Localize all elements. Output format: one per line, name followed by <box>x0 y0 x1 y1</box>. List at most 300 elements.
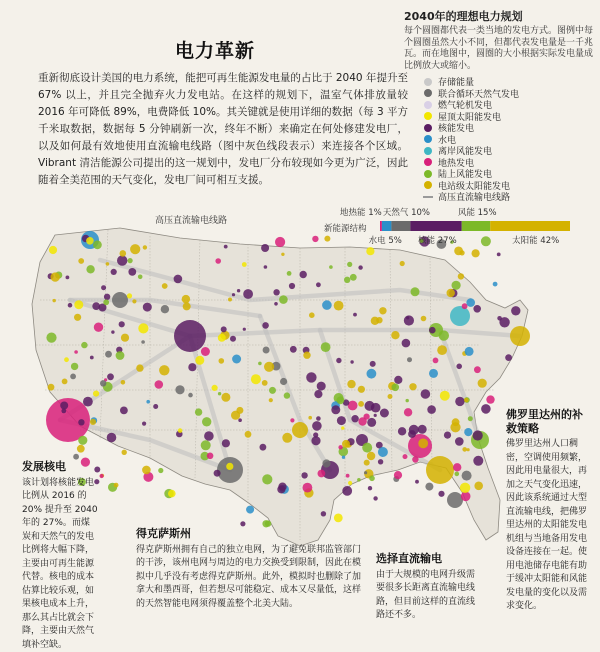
power-plant-marker <box>188 393 193 398</box>
sidebar-hvdc-body: 由于大规模的电网升级需要很多长距离直流输电线路，但目前这样的直流线路还不多。 <box>376 569 480 623</box>
power-plant-marker <box>290 346 297 353</box>
sidebar-texas-heading: 得克萨斯州 <box>136 527 362 541</box>
power-plant-marker <box>292 422 308 438</box>
power-plant-marker <box>143 245 147 249</box>
power-plant-marker <box>468 416 473 421</box>
power-plant-marker <box>83 397 93 407</box>
power-plant-marker <box>317 382 326 391</box>
power-plant-marker <box>48 384 55 391</box>
power-plant-marker <box>74 314 81 321</box>
power-plant-marker <box>379 307 386 314</box>
power-plant-marker <box>437 345 447 355</box>
power-plant-marker <box>264 265 268 269</box>
power-plant-marker <box>90 356 94 360</box>
power-plant-marker <box>51 272 60 281</box>
power-plant-marker <box>106 262 110 266</box>
power-plant-marker <box>364 414 370 420</box>
power-plant-marker <box>429 327 436 334</box>
power-plant-marker <box>188 363 196 371</box>
power-plant-marker <box>261 244 269 252</box>
power-plant-marker <box>136 364 143 371</box>
power-plant-marker <box>174 320 206 352</box>
legend-title: 2040年的理想电力规划 <box>404 8 596 24</box>
power-plant-marker <box>418 439 428 449</box>
power-plant-marker <box>367 452 375 460</box>
power-plant-marker <box>322 459 330 467</box>
power-plant-marker <box>78 258 84 264</box>
power-plant-marker <box>245 431 252 438</box>
power-plant-marker <box>269 398 273 402</box>
power-plant-marker <box>511 306 520 315</box>
power-plant-marker <box>138 275 143 280</box>
power-plant-marker <box>465 347 474 356</box>
power-plant-marker <box>262 380 268 386</box>
power-plant-marker <box>251 374 261 384</box>
power-plant-marker <box>100 474 104 478</box>
power-plant-marker <box>273 289 279 295</box>
power-plant-marker <box>453 463 461 471</box>
power-plant-marker <box>201 347 210 356</box>
power-plant-marker <box>212 385 218 391</box>
power-plant-marker <box>246 506 254 514</box>
power-plant-marker <box>391 331 399 339</box>
power-plant-marker <box>358 401 364 407</box>
power-plant-marker <box>49 246 57 254</box>
power-plant-marker <box>153 404 158 409</box>
power-plant-marker <box>429 369 438 378</box>
power-plant-marker <box>418 425 427 434</box>
legend-swatch-icon <box>424 170 432 178</box>
power-plant-marker <box>321 342 331 352</box>
mix-segment-label: 风能 15% <box>458 206 497 218</box>
power-plant-marker <box>90 419 96 425</box>
power-plant-marker <box>260 444 267 451</box>
power-plant-marker <box>68 303 73 308</box>
power-plant-marker <box>141 340 145 344</box>
power-plant-marker <box>74 350 78 354</box>
power-plant-marker <box>497 253 501 257</box>
power-plant-marker <box>202 417 211 426</box>
power-plant-marker <box>226 463 233 470</box>
power-plant-marker <box>337 416 346 425</box>
power-plant-marker <box>378 447 388 457</box>
power-plant-marker <box>61 409 66 414</box>
power-plant-marker <box>338 445 342 449</box>
power-plant-marker <box>318 470 326 478</box>
power-plant-marker <box>158 468 163 473</box>
power-plant-marker <box>473 430 483 440</box>
power-plant-marker <box>306 372 316 382</box>
power-plant-marker <box>358 265 362 269</box>
power-plant-marker <box>455 472 460 477</box>
power-plant-marker <box>392 384 400 392</box>
power-plant-marker <box>404 408 412 416</box>
legend-list <box>420 76 600 203</box>
power-plant-marker <box>128 268 136 276</box>
power-plant-marker <box>155 380 164 389</box>
power-plant-marker <box>474 366 481 373</box>
power-plant-marker <box>329 265 333 269</box>
power-plant-marker <box>243 289 253 299</box>
power-plant-marker <box>344 277 350 283</box>
power-plant-marker <box>142 466 151 475</box>
power-plant-marker <box>380 409 389 418</box>
mix-segment-label: 天然气 10% <box>383 206 430 218</box>
power-plant-marker <box>341 426 344 429</box>
power-plant-marker <box>486 395 494 403</box>
power-plant-marker <box>376 317 382 323</box>
power-plant-marker <box>237 289 240 292</box>
power-plant-marker <box>282 433 292 443</box>
power-plant-marker <box>122 450 127 455</box>
legend-swatch-icon <box>424 101 432 109</box>
power-plant-marker <box>262 474 272 484</box>
power-plant-marker <box>74 300 83 309</box>
power-plant-marker <box>222 439 230 447</box>
power-plant-marker <box>358 386 365 393</box>
power-plant-marker <box>70 374 76 380</box>
power-plant-marker <box>86 265 94 273</box>
power-plant-marker <box>78 419 84 425</box>
power-plant-marker <box>274 302 278 306</box>
power-plant-marker <box>258 362 262 366</box>
power-plant-marker <box>100 380 106 386</box>
power-plant-marker <box>342 456 345 459</box>
power-plant-marker <box>238 418 242 422</box>
legend-item-label: 屋顶太阳能发电 <box>438 110 501 123</box>
power-plant-marker <box>367 369 377 379</box>
power-plant-marker <box>421 316 427 322</box>
power-plant-marker <box>243 328 246 331</box>
power-plant-marker <box>262 322 269 329</box>
power-plant-marker <box>347 380 355 388</box>
sidebar-texas-body: 得克萨斯州拥有自己的独立电网，为了避免联邦监管部门的干涉，该州电网与周边的电力交换受到限制，因此在模拟中几乎没有考虑得克萨斯州。此外，模拟时也删除了加拿大和墨西哥，但若想尽可能稳定、成本又尽量低，这样的天然智能电网须得覆盖整个北美大陆。 <box>136 544 362 612</box>
power-plant-marker <box>364 460 370 466</box>
power-plant-marker <box>460 483 470 493</box>
power-plant-marker <box>444 432 451 439</box>
power-plant-marker <box>398 427 406 435</box>
power-plant-marker <box>404 315 414 325</box>
power-plant-marker <box>195 356 204 365</box>
power-plant-marker <box>337 396 345 404</box>
sidebar-hvdc-heading: 选择直流输电 <box>376 552 480 566</box>
mix-segment-label: 核能 27% <box>418 234 457 246</box>
power-plant-marker <box>378 459 383 464</box>
power-plant-marker <box>412 456 418 462</box>
power-plant-marker <box>460 250 465 255</box>
power-plant-marker <box>264 362 274 372</box>
hvdc-map-label: 高压直流输电线路 <box>155 213 227 226</box>
power-plant-marker <box>64 357 69 362</box>
power-plant-marker <box>450 306 470 326</box>
power-plant-marker <box>371 403 381 413</box>
power-plant-marker <box>289 283 295 289</box>
power-plant-marker <box>357 478 361 482</box>
power-plant-marker <box>366 247 374 255</box>
power-plant-marker <box>119 321 125 327</box>
power-plant-marker <box>117 255 127 265</box>
power-plant-marker <box>353 313 357 317</box>
power-plant-marker <box>46 333 56 343</box>
sidebar-florida <box>506 408 588 614</box>
power-plant-marker <box>221 326 227 332</box>
power-plant-marker <box>440 391 450 401</box>
power-plant-marker <box>347 262 352 267</box>
power-plant-marker <box>316 282 321 287</box>
power-plant-marker <box>94 323 103 332</box>
power-plant-marker <box>447 492 463 508</box>
power-plant-marker <box>130 244 140 254</box>
power-plant-marker <box>394 376 402 384</box>
power-plant-marker <box>474 482 483 491</box>
sidebar-florida-body: 佛罗里达州人口稠密，空调使用频繁，因此用电量很大，再加之天气变化迅速，因此该系统通过大型直流输电线，把佛罗里达州的太阳能发电机组与当地备用发电设备连接在一起。使用电池储存电能有助于缓冲太阳能和风能发电量的变化以及需求变化。 <box>506 438 588 614</box>
power-plant-marker <box>350 360 353 363</box>
legend-swatch-icon <box>424 78 432 86</box>
power-plant-marker <box>275 237 285 247</box>
page-title: 电力革新 <box>175 36 255 63</box>
power-plant-marker <box>351 415 358 422</box>
power-plant-marker <box>77 445 85 453</box>
power-plant-marker <box>411 287 420 296</box>
power-plant-marker <box>455 437 464 446</box>
power-plant-marker <box>427 405 436 414</box>
power-plant-marker <box>221 393 230 402</box>
power-plant-marker <box>103 299 109 305</box>
power-plant-marker <box>62 379 68 385</box>
power-plant-marker <box>242 262 247 267</box>
legend-swatch-icon <box>424 112 432 120</box>
power-plant-marker <box>240 521 245 526</box>
power-plant-marker <box>499 317 509 327</box>
power-plant-marker <box>346 474 350 478</box>
power-plant-marker <box>290 418 294 422</box>
power-plant-marker <box>473 305 481 313</box>
power-plant-marker <box>447 289 455 297</box>
power-plant-marker <box>301 472 307 478</box>
legend-item-label: 核能发电 <box>438 121 474 134</box>
power-plant-marker <box>284 392 290 398</box>
power-plant-marker <box>104 294 110 300</box>
power-plant-marker <box>114 483 119 488</box>
power-plant-marker <box>334 301 344 311</box>
power-plant-marker <box>120 250 127 257</box>
power-plant-marker <box>281 253 284 256</box>
sidebar-hvdc <box>376 552 480 623</box>
power-plant-marker <box>204 431 214 441</box>
power-plant-marker <box>407 357 412 362</box>
power-plant-marker <box>400 261 405 266</box>
power-plant-marker <box>403 454 408 459</box>
power-plant-marker <box>312 421 322 431</box>
power-plant-marker <box>336 358 341 363</box>
power-plant-marker <box>455 397 464 406</box>
power-plant-marker <box>53 299 56 302</box>
sidebar-nuclear-body: 该计划将核能发电比例从 2016 的 20% 提升至 2040 年的 27%。而煤炭和天然气的发电比例将大幅下降，主要由可再生能源代替。核电的成本估算比较乐观，如果核电成本上升，那么其占比就会下降，主要由天然气填补空缺。 <box>22 477 98 652</box>
power-plant-marker <box>415 480 419 484</box>
power-plant-marker <box>107 433 117 443</box>
legend-item-label: 水电 <box>438 133 456 146</box>
power-plant-marker <box>142 422 146 426</box>
power-plant-marker <box>111 330 114 333</box>
power-plant-marker <box>86 237 94 245</box>
power-plant-marker <box>214 470 221 477</box>
sidebar-nuclear-heading: 发展核电 <box>22 460 98 474</box>
power-plant-marker <box>348 481 352 485</box>
power-plant-marker <box>93 240 102 249</box>
sidebar-nuclear <box>22 460 98 652</box>
power-plant-marker <box>321 511 326 516</box>
power-plant-marker <box>93 391 99 397</box>
power-plant-marker <box>368 486 372 490</box>
power-plant-marker <box>464 398 468 402</box>
power-plant-marker <box>493 282 498 287</box>
power-plant-marker <box>342 486 352 496</box>
power-plant-marker <box>143 303 152 312</box>
power-plant-marker <box>370 361 376 367</box>
legend-item-label: 联合循环天然气发电 <box>438 87 519 100</box>
power-plant-marker <box>409 425 419 435</box>
power-plant-marker <box>92 302 100 310</box>
legend-header <box>404 8 596 72</box>
power-plant-marker <box>232 293 235 296</box>
legend-item-label: 燃气轮机发电 <box>438 98 492 111</box>
power-plant-marker <box>314 390 322 398</box>
legend-swatch-icon <box>424 135 432 143</box>
power-plant-marker <box>269 387 276 394</box>
power-plant-marker <box>218 392 221 395</box>
power-plant-marker <box>175 385 184 394</box>
power-plant-marker <box>464 428 472 436</box>
mix-segment-label: 水电 5% <box>369 234 402 246</box>
power-plant-marker <box>481 236 491 246</box>
power-plant-marker <box>462 303 468 309</box>
power-plant-marker <box>324 236 330 242</box>
power-plant-marker <box>452 281 461 290</box>
power-plant-marker <box>162 283 168 289</box>
power-plant-marker <box>224 245 228 249</box>
legend-swatch-icon <box>424 181 432 189</box>
power-plant-marker <box>421 389 431 399</box>
power-plant-marker <box>105 351 112 358</box>
power-plant-marker <box>473 456 483 466</box>
power-plant-marker <box>466 298 475 307</box>
power-plant-marker <box>132 299 136 303</box>
power-plant-marker <box>120 407 128 415</box>
power-plant-marker <box>311 436 320 445</box>
hvdc-line-icon <box>423 196 433 198</box>
power-plant-marker <box>201 440 211 450</box>
power-plant-marker <box>458 273 464 279</box>
power-plant-marker <box>287 271 292 276</box>
power-plant-marker <box>367 418 376 427</box>
legend-item-label: 电站级太阳能发电 <box>438 179 510 192</box>
power-plant-marker <box>107 373 114 380</box>
power-plant-marker <box>183 302 191 310</box>
power-plant-marker <box>402 339 411 348</box>
power-plant-marker <box>478 379 487 388</box>
power-plant-marker <box>388 394 393 399</box>
power-plant-marker <box>300 271 307 278</box>
power-plant-marker <box>232 355 241 364</box>
legend-swatch-icon <box>424 124 432 132</box>
power-plant-marker <box>279 295 288 304</box>
power-plant-marker <box>373 496 377 500</box>
power-plant-marker <box>182 295 190 303</box>
power-plant-marker <box>195 408 202 415</box>
legend-swatch-icon <box>424 147 432 155</box>
legend-item-label: 存储能量 <box>438 75 474 88</box>
power-plant-marker <box>219 358 225 364</box>
power-plant-marker <box>278 483 286 491</box>
power-plant-marker <box>146 400 150 404</box>
power-plant-marker <box>425 483 433 491</box>
power-plant-marker <box>217 457 243 483</box>
power-plant-marker <box>263 347 270 354</box>
power-plant-marker <box>116 351 125 360</box>
power-plant-marker <box>316 416 321 421</box>
power-plant-marker <box>462 447 467 452</box>
power-plant-marker <box>394 471 402 479</box>
power-plant-marker <box>178 428 183 433</box>
power-plant-marker <box>472 249 480 257</box>
power-plant-marker <box>350 274 357 281</box>
legend-description: 每个圆圈都代表一类当地的发电方式。图例中每个圆圈虽然大小不同，但都代表发电量是一千兆瓦。而在地图中，圆圈的大小根据实际发电量成比例放大或缩小。 <box>404 26 596 72</box>
power-plant-marker <box>406 399 409 402</box>
power-plant-marker <box>462 471 472 481</box>
power-plant-marker <box>215 258 221 264</box>
power-plant-marker <box>303 483 313 493</box>
power-plant-marker <box>236 407 243 414</box>
power-plant-marker <box>168 490 176 498</box>
mix-segment-label: 太阳能 42% <box>512 234 559 246</box>
power-plant-marker <box>207 453 214 460</box>
power-plant-marker <box>439 330 449 340</box>
power-plant-marker <box>121 334 129 342</box>
power-plant-marker <box>312 236 318 242</box>
power-plant-marker <box>121 380 126 385</box>
power-plant-marker <box>228 298 232 302</box>
power-plant-marker <box>481 404 491 414</box>
legend-item-label: 高压直流输电线路 <box>438 190 510 203</box>
legend-item-hvdc <box>420 191 600 203</box>
power-plant-marker <box>467 448 470 451</box>
power-plant-marker <box>138 323 148 333</box>
power-plant-marker <box>364 471 367 474</box>
power-plant-marker <box>78 436 87 445</box>
power-plant-marker <box>303 352 310 359</box>
mix-segment-label: 地热能 1% <box>340 206 382 218</box>
power-plant-marker <box>342 440 350 448</box>
power-plant-marker <box>450 422 460 432</box>
power-plant-marker <box>218 334 226 342</box>
power-plant-marker <box>280 378 287 385</box>
power-plant-marker <box>362 443 372 453</box>
power-plant-marker <box>127 293 132 298</box>
power-plant-marker <box>128 258 133 263</box>
power-plant-marker <box>159 365 169 375</box>
power-plant-marker <box>510 326 530 346</box>
power-plant-marker <box>112 292 128 308</box>
power-plant-marker <box>369 476 375 482</box>
power-plant-marker <box>322 300 332 310</box>
power-plant-marker <box>73 454 79 460</box>
power-plant-marker <box>433 358 439 364</box>
power-plant-marker <box>409 383 416 390</box>
legend-item-label: 陆上风能发电 <box>438 167 492 180</box>
mix-row-label: 新能源结构 <box>324 222 367 234</box>
power-plant-marker <box>334 514 343 523</box>
legend-swatch-icon <box>424 89 432 97</box>
